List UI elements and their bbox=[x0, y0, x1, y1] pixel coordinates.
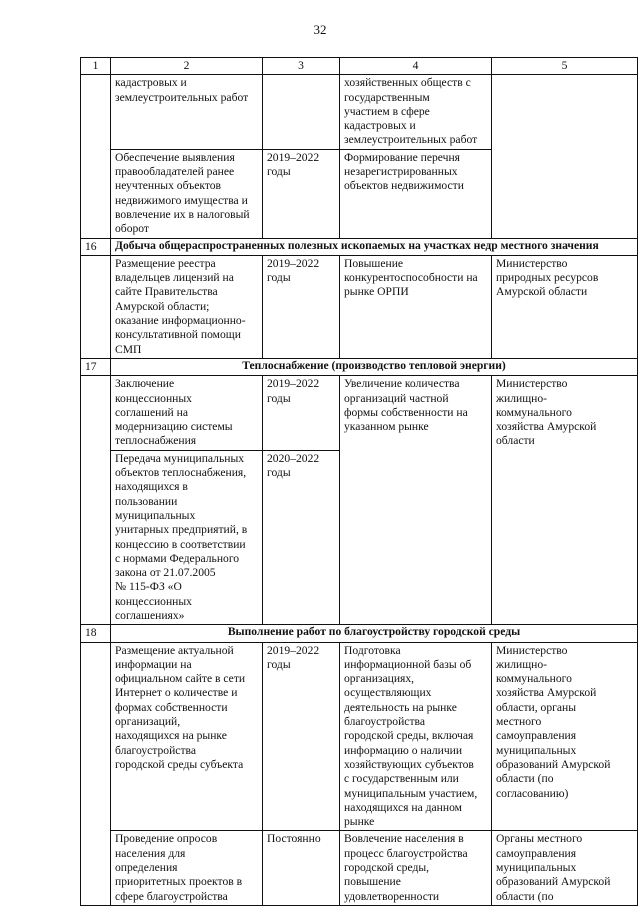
section-row-16 bbox=[81, 238, 638, 255]
responsible-cell: Министерство жилищно- коммунального хозяйства Амурской области, органы местного самоуправления муниципальных образований Амурской области (по согласованию) bbox=[492, 642, 638, 831]
result-cell: хозяйственных обществ с государственным участием в сфере кадастровых и землеустроительных работ bbox=[340, 75, 492, 149]
col-header-1: 1 bbox=[81, 58, 111, 75]
result-cell: Подготовка информационной базы об организациях, осуществляющих деятельность на рынке благоустройства городской среды, включая информацию о наличии хозяйствующих субъектов с государственным или муниципальным участием, находящихся на данном рынке bbox=[340, 642, 492, 831]
header-row bbox=[81, 58, 638, 75]
section-number: 18 bbox=[81, 625, 111, 642]
table-row bbox=[81, 831, 638, 905]
measure-cell: Размещение актуальной информации на официальном сайте в сети Интернет о количестве и формах собственности организаций, находящихся на рынке благоустройства городской среды субъекта bbox=[111, 642, 263, 831]
section-title: Добыча общераспространенных полезных ископаемых на участках недр местного значения bbox=[111, 238, 638, 255]
table-row bbox=[81, 376, 638, 450]
measure-cell: Обеспечение выявления правообладателей ранее неучтенных объектов недвижимого имущества и вовлечение их в налоговый оборот bbox=[111, 149, 263, 238]
period-cell: 2019–2022 годы bbox=[263, 642, 340, 831]
col-header-5: 5 bbox=[492, 58, 638, 75]
table-row bbox=[81, 75, 638, 149]
responsible-cell: Органы местного самоуправления муниципальных образований Амурской области (по bbox=[492, 831, 638, 905]
result-cell: Увеличение количества организаций частной формы собственности на указанном рынке bbox=[340, 376, 492, 625]
measures-table bbox=[80, 57, 638, 906]
col-header-3: 3 bbox=[263, 58, 340, 75]
measure-cell: Заключение концессионных соглашений на модернизацию системы теплоснабжения bbox=[111, 376, 263, 450]
section-title: Выполнение работ по благоустройству городской среды bbox=[111, 625, 638, 642]
result-cell: Формирование перечня незарегистрированных объектов недвижимости bbox=[340, 149, 492, 238]
responsible-cell bbox=[492, 75, 638, 238]
section-number: 16 bbox=[81, 238, 111, 255]
col-header-4: 4 bbox=[340, 58, 492, 75]
period-cell: 2019–2022 годы bbox=[263, 255, 340, 358]
period-cell: 2019–2022 годы bbox=[263, 376, 340, 450]
period-cell: 2019–2022 годы bbox=[263, 149, 340, 238]
section-title: Теплоснабжение (производство тепловой энергии) bbox=[111, 358, 638, 375]
table-row bbox=[81, 642, 638, 831]
measure-cell: Проведение опросов населения для определения приоритетных проектов в сфере благоустройства bbox=[111, 831, 263, 905]
measure-cell: кадастровых и землеустроительных работ bbox=[111, 75, 263, 149]
responsible-cell: Министерство жилищно- коммунального хозяйства Амурской области bbox=[492, 376, 638, 625]
page-number: 32 bbox=[313, 22, 327, 37]
col-header-2: 2 bbox=[111, 58, 263, 75]
row-number-cell bbox=[81, 255, 111, 358]
measure-cell: Размещение реестра владельцев лицензий на сайте Правительства Амурской области; оказание информационно- консультативной помощи СМП bbox=[111, 255, 263, 358]
period-cell bbox=[263, 75, 340, 149]
table-row bbox=[81, 255, 638, 358]
result-cell: Вовлечение населения в процесс благоустройства городской среды, повышение удовлетворенности bbox=[340, 831, 492, 905]
section-row-18 bbox=[81, 625, 638, 642]
row-number-cell bbox=[81, 376, 111, 625]
measure-cell: Передача муниципальных объектов теплоснабжения, находящихся в пользовании муниципальных унитарных предприятий, в концессию в соответствии с нормами Федерального закона от 21.07.2005 № 115-ФЗ «О концессионных соглашениях» bbox=[111, 450, 263, 625]
responsible-cell: Министерство природных ресурсов Амурской области bbox=[492, 255, 638, 358]
section-row-17 bbox=[81, 358, 638, 375]
result-cell: Повышение конкурентоспособности на рынке ОРПИ bbox=[340, 255, 492, 358]
period-cell: Постоянно bbox=[263, 831, 340, 905]
period-cell: 2020–2022 годы bbox=[263, 450, 340, 625]
section-number: 17 bbox=[81, 358, 111, 375]
row-number-cell bbox=[81, 75, 111, 238]
row-number-cell bbox=[81, 642, 111, 905]
